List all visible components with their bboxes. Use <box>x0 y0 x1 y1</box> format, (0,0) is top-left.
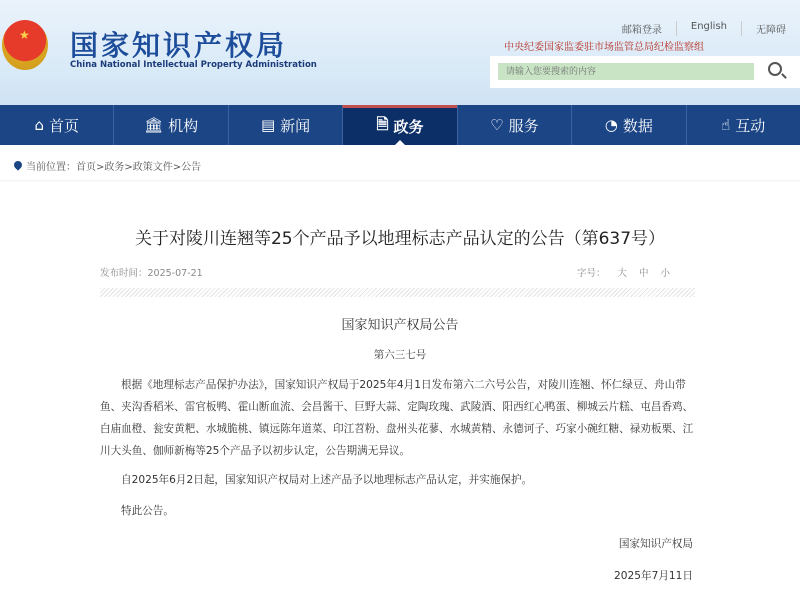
news-icon: ▤ <box>260 116 276 134</box>
nav-label: 新闻 <box>280 116 311 135</box>
logo-title[interactable]: 国家知识产权局 <box>70 29 288 62</box>
heart-icon: ♡ <box>490 116 504 134</box>
font-size-controls <box>577 265 670 279</box>
announcement-heading: 国家知识产权局公告 <box>341 318 459 333</box>
nav-government-affairs[interactable] <box>342 105 456 145</box>
email-login-link[interactable]: 邮箱登录 <box>621 25 662 36</box>
paragraph-3: 特此公告。 <box>121 505 174 517</box>
location-pin-icon <box>12 159 23 170</box>
search-input[interactable] <box>498 63 754 80</box>
article-title: 关于对陵川连翘等25个产品予以地理标志产品认定的公告（第637号） <box>134 229 666 249</box>
nav-institution[interactable] <box>113 105 227 145</box>
publish-date: 发布时间：2025-07-21 <box>100 268 203 279</box>
hand-pointer-icon: ☝ <box>721 116 731 134</box>
nav-home[interactable] <box>0 105 113 145</box>
font-size-large[interactable]: 大 <box>617 268 627 279</box>
font-size-medium[interactable]: 中 <box>638 268 649 279</box>
divider <box>100 288 695 297</box>
discipline-link[interactable]: 中央纪委国家监委驻市场监管总局纪检监察组 <box>504 42 704 53</box>
nav-data[interactable] <box>571 105 685 145</box>
nav-label: 服务 <box>508 116 539 135</box>
top-links <box>608 21 800 36</box>
nav-service[interactable] <box>457 105 571 145</box>
font-size-small[interactable]: 小 <box>660 268 670 279</box>
search-box <box>490 56 800 88</box>
english-link[interactable]: English <box>676 21 741 36</box>
pie-chart-icon: ◔ <box>604 116 618 134</box>
search-icon[interactable] <box>768 62 782 76</box>
nav-news[interactable] <box>228 105 342 145</box>
announcement-number: 第六三七号 <box>373 349 427 361</box>
accessibility-link[interactable]: 无障碍 <box>741 21 800 36</box>
breadcrumb-path[interactable]: 首页>政务>政策文件>公告 <box>76 161 202 173</box>
nav-label: 机构 <box>168 116 199 135</box>
breadcrumb-label: 当前位置： <box>26 161 76 173</box>
nav-label: 政务 <box>393 118 424 136</box>
national-emblem-icon: ★ <box>2 20 48 70</box>
signature: 国家知识产权局 <box>618 538 693 550</box>
nav-label: 首页 <box>48 116 79 135</box>
nav-label: 数据 <box>622 116 653 135</box>
home-icon: ⌂ <box>34 116 44 134</box>
paragraph-2: 自2025年6月2日起，国家知识产权局对上述产品予以地理标志产品认定，并实施保护。 <box>121 474 533 486</box>
font-size-label: 字号： <box>576 268 606 279</box>
logo-subtitle: China National Intellectual Property Administration <box>70 60 317 70</box>
breadcrumb <box>0 150 800 180</box>
header <box>0 0 800 105</box>
document-icon: 🗎 <box>376 115 389 133</box>
paragraph-1: 根据《地理标志产品保护办法》，国家知识产权局于2025年4月1日发布第六二六号公告，对陵川连翘、怀仁绿豆、舟山带鱼、夹沟香稻米、雷官板鸭、霍山断血流、会昌酱干、巨野大蒜、定陶玫瑰、武陵酒、阳西红心鸭蛋、柳城云片糕、屯昌香鸡、白庙血橙、瓮安黄粑、水城脆桃、镇远陈年道菜、印江苕粉、盘州头花蓼、水城黄精、永德诃子、巧家小碗红糖、禄劝板栗、江川大头鱼、伽师新梅等25个产品予以初步认定，公告期满无异议。 <box>100 379 694 457</box>
nav-label: 互动 <box>735 116 766 135</box>
building-icon: 🏛 <box>144 116 164 134</box>
main-nav <box>0 105 800 145</box>
signature-date: 2025年7月11日 <box>614 570 693 582</box>
nav-interaction[interactable] <box>686 105 800 145</box>
